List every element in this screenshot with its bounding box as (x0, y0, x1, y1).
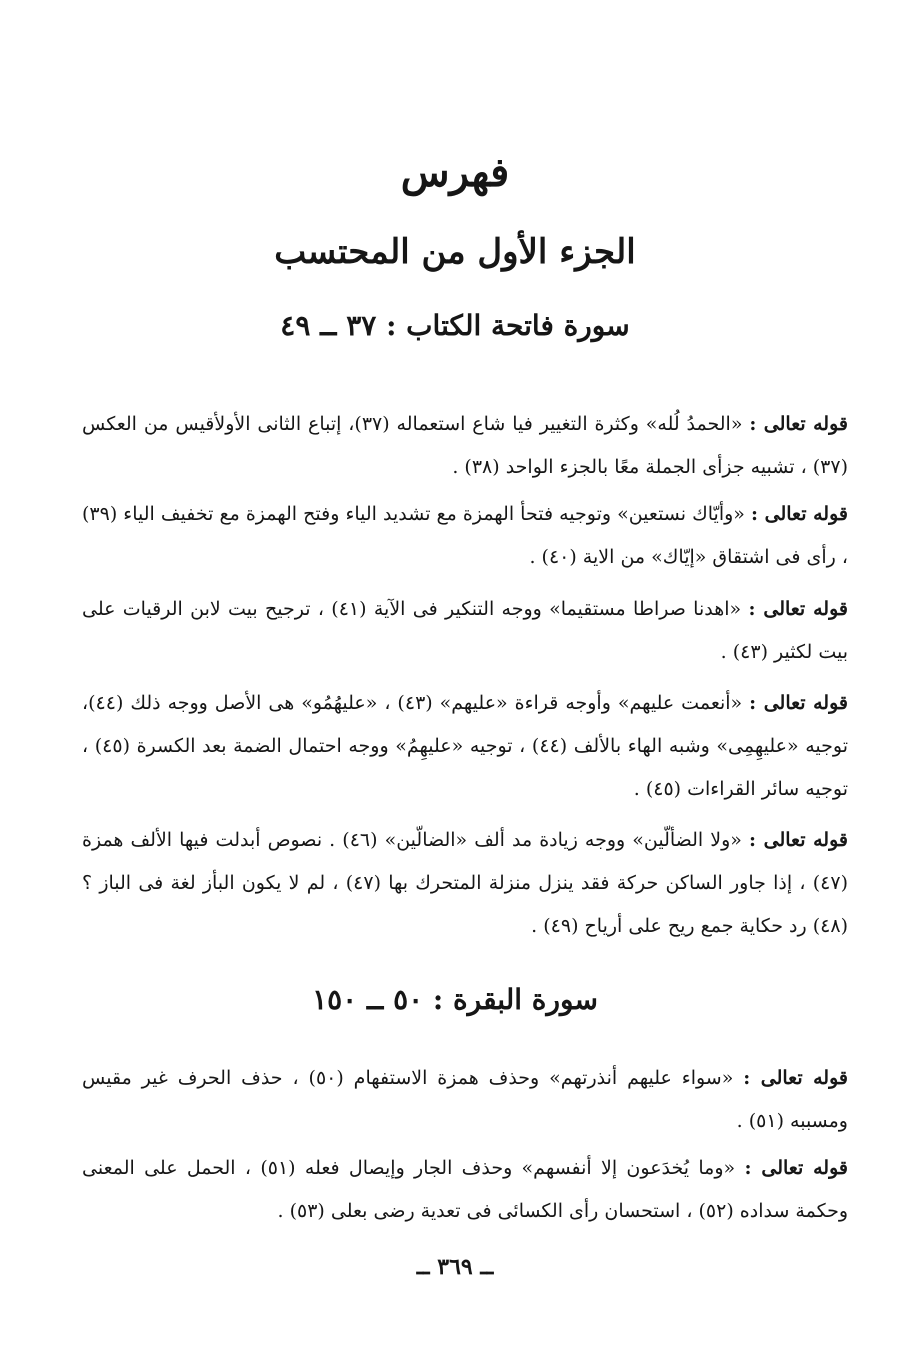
volume-subtitle: الجزء الأول من المحتسب (274, 232, 636, 272)
section-heading-baqara: سورة البقرة : ٥٠ ــ ١٥٠ (312, 983, 598, 1016)
entry-text: «سواء عليهم أنذرتهم» وحذف همزة الاستفهام (٥٠) ، حذف الحرف غير مقيس ومسببه (٥١) . (82, 1067, 848, 1132)
entry-text: «أنعمت عليهم» وأوجه قراءة «عليهم» (٤٣) ، «عليهُمُو» هى الأصل ووجه ذلك (٤٤)، توجيه «عليهِمِى» وشبه الهاء بالألف (٤٤) ، توجيه «عليهِمُ» ووجه احتمال الضمة بعد الكسرة (٤٥) ، توجيه سائر القراءات (٤٥) . (82, 692, 848, 800)
entry-text: «اهدنا صراطا مستقيما» ووجه التنكير فى الآية (٤١) ، ترجيح بيت لابن الرقيات على بيت لكثير (٤٣) . (82, 598, 848, 663)
entry-label: قوله تعالى : (749, 692, 848, 714)
entry-text: «ولا الضألّين» ووجه زيادة مد ألف «الضالّين» (٤٦) . نصوص أبدلت فيها الألف همزة (٤٧) ، إذا جاور الساكن حركة فقد ينزل منزلة المتحرك بها (٤٧) ، لم لا يكون البأز لغة فى الباز ؟ (٤٨) رد حكاية جمع ريح على أرياح (٤٩) . (82, 829, 848, 937)
index-entry (82, 588, 848, 674)
entry-label: قوله تعالى : (744, 1157, 848, 1179)
index-entry (82, 819, 848, 948)
index-entry (82, 403, 848, 489)
page-number: ــ ٣٦٩ ــ (416, 1254, 494, 1280)
entry-label: قوله تعالى : (750, 503, 848, 525)
entry-text: «وما يُخدَعون إلا أنفسهم» وحذف الجار وإيصال فعله (٥١) ، الحمل على المعنى وحكمة سداده (٥٢) ، استحسان رأى الكسائى فى تعدية رضى بعلى (٥٣) . (82, 1157, 848, 1222)
entry-label: قوله تعالى : (743, 1067, 848, 1089)
index-entry (82, 1147, 848, 1233)
index-entry (82, 1057, 848, 1143)
page-title: فهرس (400, 149, 510, 196)
index-entry (82, 682, 848, 811)
entry-label: قوله تعالى : (748, 598, 848, 620)
entry-text: «وأيّاك نستعين» وتوجيه فتحأ الهمزة مع تشديد الياء وفتح الهمزة مع تخفيف الياء (٣٩) ، رأى فى اشتقاق «إيّاك» من الاية (٤٠) . (82, 503, 848, 568)
entry-text: «الحمدُ لُله» وكثرة التغيير فيا شاع استعماله (٣٧)، إتباع الثانى الأولأقيس من العكس (٣٧) ، تشبيه جزأى الجملة معًا بالجزء الواحد (٣٨) . (82, 413, 848, 478)
entry-label: قوله تعالى : (748, 829, 848, 851)
index-entry (82, 493, 848, 579)
entry-label: قوله تعالى : (749, 413, 848, 435)
section-heading-fatiha: سورة فاتحة الكتاب : ٣٧ ــ ٤٩ (280, 309, 630, 342)
